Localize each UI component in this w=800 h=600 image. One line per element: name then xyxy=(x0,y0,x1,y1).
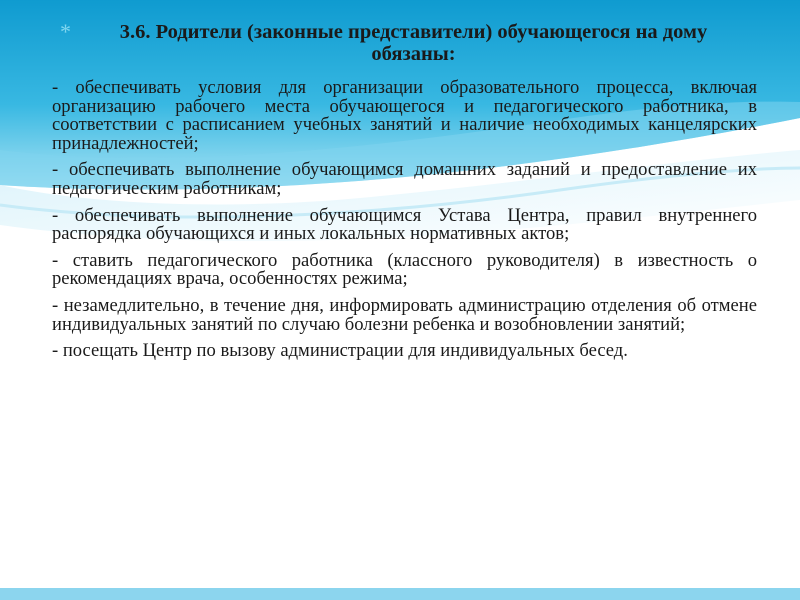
paragraph: - обеспечивать условия для организации образовательного процесса, включая организацию рабочего места обучающегося и педагогического работника, в соответствии с расписанием учебных занятий и наличие необходимых канцелярских принадлежностей; xyxy=(52,77,757,154)
slide-content xyxy=(52,0,757,369)
paragraph: - ставить педагогического работника (классного руководителя) в известность о рекомендациях врача, особенностях режима; xyxy=(52,249,757,290)
bottom-band xyxy=(0,588,800,600)
paragraph-list xyxy=(52,79,757,361)
asterisk-icon: * xyxy=(60,19,71,44)
paragraph: - обеспечивать выполнение обучающимся Устава Центра, правил внутреннего распорядка обучающихся и иных локальных нормативных актов; xyxy=(52,204,757,245)
heading-row xyxy=(52,21,757,65)
paragraph: - обеспечивать выполнение обучающимся домашних заданий и предоставление их педагогическим работникам; xyxy=(52,159,757,199)
paragraph: - незамедлительно, в течение дня, информировать администрацию отделения об отмене индивидуальных занятий по случаю болезни ребенка и возобновлении занятий; xyxy=(52,294,757,335)
paragraph: - посещать Центр по вызову администрации для индивидуальных бесед. xyxy=(52,340,628,362)
slide-heading: 3.6. Родители (законные представители) обучающегося на дому обязаны: xyxy=(119,21,708,65)
